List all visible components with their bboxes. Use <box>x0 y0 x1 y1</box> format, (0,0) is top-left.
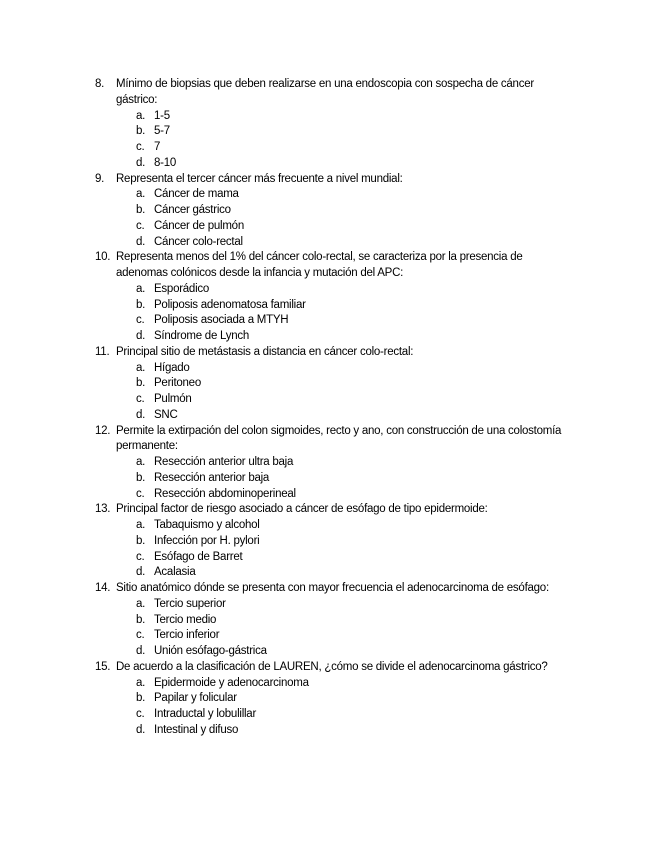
option-letter: c. <box>136 708 145 720</box>
option-letter: a. <box>136 109 146 122</box>
option-letter: c. <box>136 314 145 327</box>
question-item <box>95 581 576 660</box>
option-letter: b. <box>136 471 146 484</box>
option-letter: c. <box>136 629 145 642</box>
answer-option <box>116 723 576 739</box>
option-letter: a. <box>136 597 146 610</box>
option-letter: b. <box>136 377 146 390</box>
option-text: Pulmón <box>154 393 192 405</box>
option-text: Resección anterior ultra baja <box>154 456 294 468</box>
question-text: Principal sitio de metástasis a distancia en cáncer colo-rectal: <box>116 345 414 358</box>
option-text: Síndrome de Lynch <box>154 330 250 342</box>
answer-option <box>116 455 576 471</box>
answer-option <box>116 140 576 156</box>
question-item <box>95 424 576 503</box>
answer-option <box>116 691 576 707</box>
answer-option <box>116 534 576 550</box>
option-list <box>116 282 576 345</box>
answer-option <box>116 203 576 219</box>
answer-option <box>116 313 576 329</box>
option-letter: a. <box>136 188 146 201</box>
question-number: 12. <box>95 424 111 437</box>
answer-option <box>116 187 576 203</box>
question-number: 8. <box>95 78 105 90</box>
option-text: Intestinal y difuso <box>154 723 239 736</box>
option-text: SNC <box>154 408 178 421</box>
answer-option <box>116 613 576 629</box>
option-letter: b. <box>136 204 146 216</box>
option-letter: d. <box>136 408 146 421</box>
option-text: Intraductal y lobulillar <box>154 708 257 720</box>
option-text: 5-7 <box>154 125 170 138</box>
answer-option <box>116 392 576 408</box>
option-text: Cáncer de mama <box>154 188 239 201</box>
answer-option <box>116 376 576 392</box>
answer-option <box>116 408 576 424</box>
option-text: Cáncer colo-rectal <box>154 235 243 248</box>
option-text: Tercio superior <box>154 597 226 610</box>
option-letter: c. <box>136 393 145 405</box>
question-item <box>95 172 576 251</box>
option-text: Poliposis adenomatosa familiar <box>154 298 306 311</box>
option-text: Esporádico <box>154 282 210 295</box>
answer-option <box>116 707 576 723</box>
option-letter: d. <box>136 723 146 736</box>
option-list <box>116 676 576 739</box>
option-letter: a. <box>136 456 146 468</box>
question-list <box>0 77 655 739</box>
answer-option <box>116 676 576 692</box>
question-number: 9. <box>95 172 105 185</box>
question-text: Permite la extirpación del colon sigmoides, recto y ano, con construcción de una colostomía permanente: <box>116 424 562 453</box>
option-text: Resección abdominoperineal <box>154 487 296 500</box>
question-text: Representa el tercer cáncer más frecuente a nivel mundial: <box>116 172 403 185</box>
option-text: Epidermoide y adenocarcinoma <box>154 676 309 689</box>
question-item <box>95 660 576 739</box>
question-text: Principal factor de riesgo asociado a cáncer de esófago de tipo epidermoide: <box>116 503 488 516</box>
option-text: Infección por H. pylori <box>154 534 260 547</box>
option-letter: c. <box>136 219 145 232</box>
option-letter: b. <box>136 298 146 311</box>
option-text: Esófago de Barret <box>154 550 243 563</box>
option-text: Peritoneo <box>154 377 201 390</box>
answer-option <box>116 329 576 345</box>
question-number: 13. <box>95 503 111 516</box>
option-letter: d. <box>136 235 146 248</box>
option-letter: b. <box>136 692 146 705</box>
option-list <box>116 597 576 660</box>
answer-option <box>116 644 576 660</box>
answer-option <box>116 487 576 503</box>
option-text: Papilar y folicular <box>154 692 237 705</box>
option-letter: c. <box>136 550 145 563</box>
option-letter: d. <box>136 566 146 579</box>
option-letter: a. <box>136 676 146 689</box>
option-text: 7 <box>154 141 161 153</box>
answer-option <box>116 361 576 377</box>
question-number: 10. <box>95 251 111 264</box>
answer-option <box>116 565 576 581</box>
option-text: Unión esófago-gástrica <box>154 645 267 657</box>
question-item <box>95 345 576 424</box>
option-text: Cáncer gástrico <box>154 204 231 216</box>
option-letter: b. <box>136 125 146 138</box>
option-letter: a. <box>136 361 146 374</box>
option-letter: b. <box>136 613 146 626</box>
answer-option <box>116 550 576 566</box>
answer-option <box>116 219 576 235</box>
option-list <box>116 361 576 424</box>
option-letter: b. <box>136 534 146 547</box>
answer-option <box>116 282 576 298</box>
option-text: Poliposis asociada a MTYH <box>154 314 289 327</box>
answer-option <box>116 156 576 172</box>
answer-option <box>116 124 576 140</box>
question-item <box>95 77 576 172</box>
question-number: 15. <box>95 660 111 673</box>
option-letter: c. <box>136 487 145 500</box>
option-letter: d. <box>136 330 146 342</box>
question-item <box>95 502 576 581</box>
option-list <box>116 455 576 502</box>
answer-option <box>116 298 576 314</box>
question-number: 11. <box>95 345 110 358</box>
option-text: Resección anterior baja <box>154 471 270 484</box>
option-list <box>116 109 576 172</box>
question-text: Mínimo de biopsias que deben realizarse en una endoscopia con sospecha de cáncer gástrico: <box>116 78 534 106</box>
option-text: Hígado <box>154 361 190 374</box>
option-list <box>116 187 576 250</box>
question-text: Representa menos del 1% del cáncer colo-rectal, se caracteriza por la presencia de adenomas colónicos desde la infancia y mutación del APC: <box>116 251 523 279</box>
answer-option <box>116 109 576 125</box>
answer-option <box>116 628 576 644</box>
option-letter: a. <box>136 282 146 295</box>
answer-option <box>116 235 576 251</box>
answer-option <box>116 471 576 487</box>
option-list <box>116 518 576 581</box>
option-text: 8-10 <box>154 156 177 169</box>
option-letter: c. <box>136 141 145 153</box>
question-number: 14. <box>95 582 111 594</box>
option-text: Cáncer de pulmón <box>154 219 244 232</box>
option-text: Tercio medio <box>154 613 217 626</box>
question-item <box>95 250 576 345</box>
option-text: Tercio inferior <box>154 629 220 642</box>
question-text: De acuerdo a la clasificación de LAUREN, ¿cómo se divide el adenocarcinoma gástrico? <box>116 660 548 673</box>
option-letter: a. <box>136 519 146 531</box>
option-letter: d. <box>136 156 146 169</box>
answer-option <box>116 597 576 613</box>
option-letter: d. <box>136 645 146 657</box>
option-text: Tabaquismo y alcohol <box>154 519 260 531</box>
option-text: Acalasia <box>154 566 196 579</box>
option-text: 1-5 <box>154 109 170 122</box>
answer-option <box>116 518 576 534</box>
question-text: Sitio anatómico dónde se presenta con mayor frecuencia el adenocarcinoma de esófago: <box>116 582 549 594</box>
